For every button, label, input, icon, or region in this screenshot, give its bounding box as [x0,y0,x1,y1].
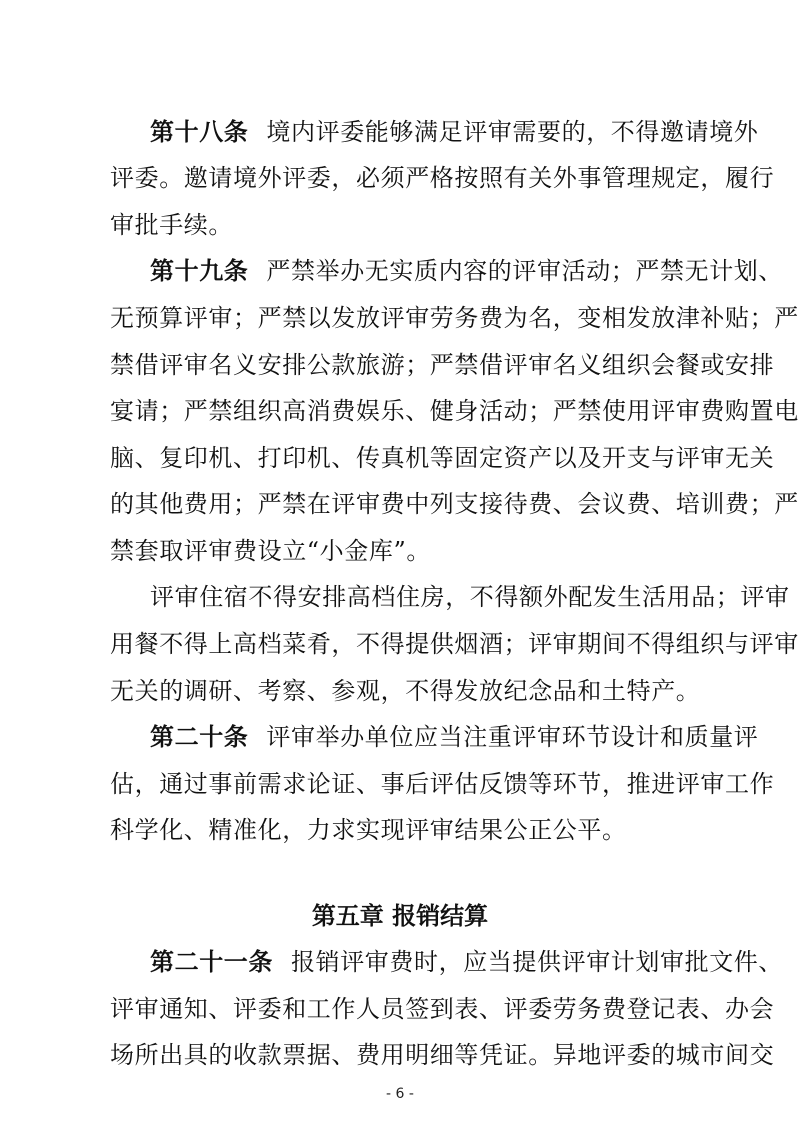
article-19-line-4: 宴请；严禁组织高消费娱乐、健身活动；严禁使用评审费购置电 [110,397,799,425]
article-19-line-2: 无预算评审；严禁以发放评审劳务费为名，变相发放津补贴；严 [110,304,799,332]
article-20-heading: 第二十条 [150,723,249,751]
lodging-line-3: 无关的调研、考察、参观，不得发放纪念品和土特产。 [110,677,701,705]
article-19-line-1 [150,256,784,286]
lodging-line-1: 评审住宿不得安排高档住房，不得额外配发生活用品；评审 [150,583,790,611]
article-18-line-2: 评委。邀请境外评委，必须严格按照有关外事管理规定，履行 [110,164,775,192]
article-20-text-1: 评审举办单位应当注重评审环节设计和质量评 [266,723,759,751]
article-19-line-5: 脑、复印机、打印机、传真机等固定资产以及开支与评审无关 [110,444,775,472]
chapter-title: 第五章 报销结算 [311,902,489,930]
article-19-line-6: 的其他费用；严禁在评审费中列支接待费、会议费、培训费；严 [110,490,799,518]
article-21-heading: 第二十一条 [150,948,273,976]
article-21-line-2: 评审通知、评委和工作人员签到表、评委劳务费登记表、办会 [110,995,775,1023]
article-18-line-3: 审批手续。 [110,211,233,239]
article-18-line-1 [150,117,759,147]
article-20-line-2: 估，通过事前需求论证、事后评估反馈等环节，推进评审工作 [110,770,775,798]
article-18-text-1: 境内评委能够满足评审需要的，不得邀请境外 [266,118,759,146]
article-20-line-3: 科学化、精准化，力求实现评审结果公正公平。 [110,816,627,844]
article-19-heading: 第十九条 [150,257,249,285]
article-20-line-1 [150,722,759,752]
article-19-line-3: 禁借评审名义安排公款旅游；严禁借评审名义组织会餐或安排 [110,351,775,379]
article-19-line-7: 禁套取评审费设立“小金库”。 [110,537,431,565]
article-18-heading: 第十八条 [150,118,249,146]
article-21-line-1 [150,947,783,977]
article-21-line-3: 场所出具的收款票据、费用明细等凭证。异地评委的城市间交 [110,1041,775,1069]
lodging-line-2: 用餐不得上高档菜肴，不得提供烟酒；评审期间不得组织与评审 [110,630,799,658]
article-19-text-1: 严禁举办无实质内容的评审活动；严禁无计划、 [266,257,784,285]
page-number: - 6 - [386,1086,414,1102]
article-21-text-1: 报销评审费时，应当提供评审计划审批文件、 [291,948,783,976]
